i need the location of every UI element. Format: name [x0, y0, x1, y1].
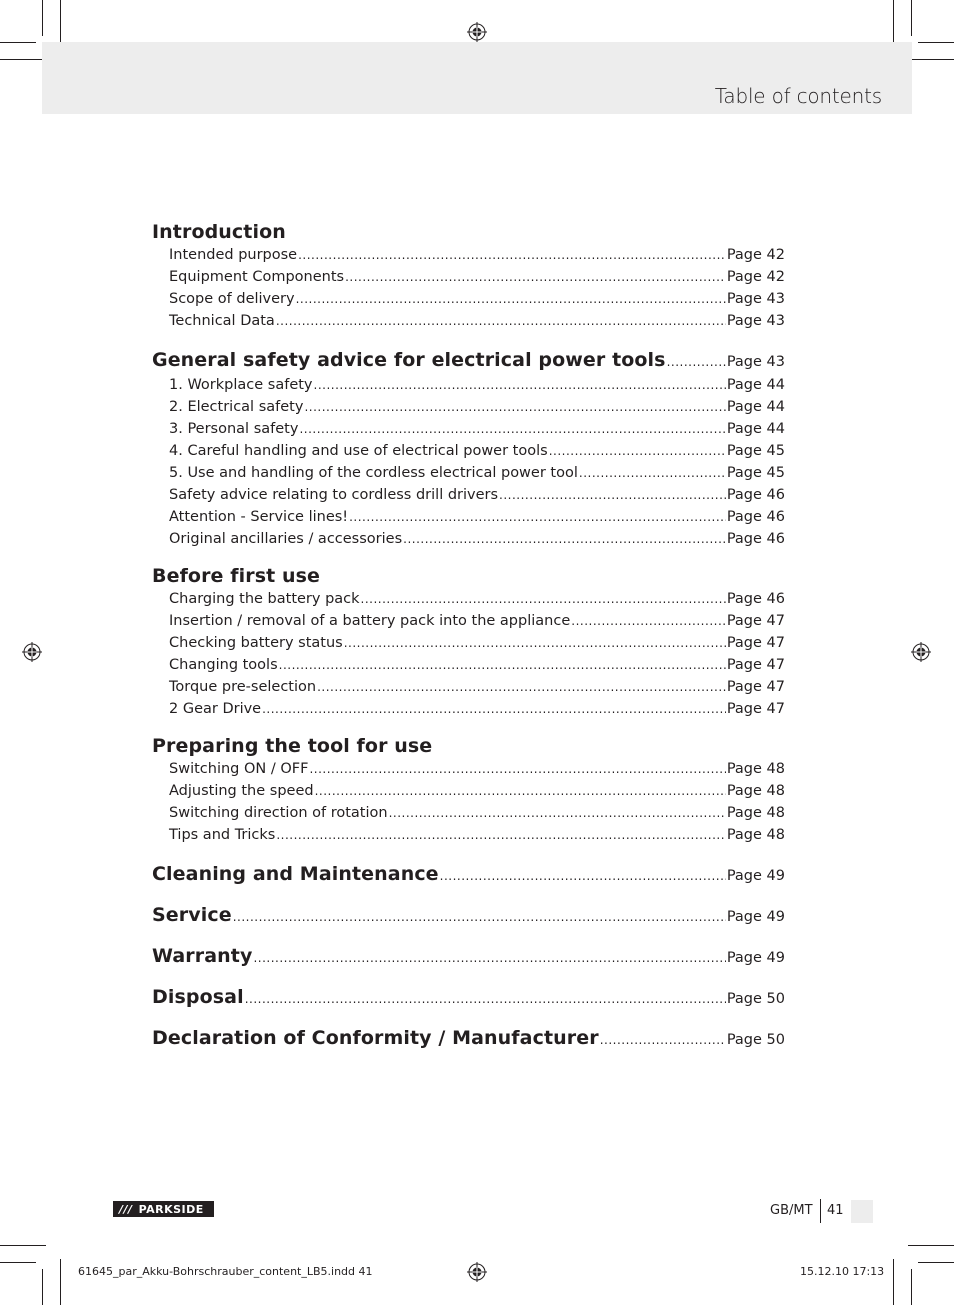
- section-gap: [152, 929, 785, 944]
- crop-mark: [908, 1245, 954, 1246]
- toc-heading-page: Page 50: [726, 991, 785, 1007]
- toc-entry-page: Page 47: [726, 613, 785, 629]
- toc-entry[interactable]: [152, 698, 785, 720]
- dot-leader: [579, 462, 726, 484]
- table-of-contents: [152, 220, 785, 1052]
- toc-entry-label: Switching ON / OFF: [169, 761, 309, 777]
- toc-entry-page: Page 47: [726, 635, 785, 651]
- toc-entry-page: Page 48: [726, 761, 785, 777]
- crop-mark: [0, 1262, 36, 1263]
- print-slug-date: 15.12.10 17:13: [800, 1265, 885, 1278]
- dot-leader: [345, 266, 726, 288]
- registration-mark-icon: [22, 642, 42, 662]
- toc-heading-label: Introduction: [152, 221, 286, 243]
- toc-entry-label: Switching direction of rotation: [169, 805, 388, 821]
- toc-entry-page: Page 46: [726, 509, 785, 525]
- toc-entry-label: 2. Electrical safety: [169, 399, 304, 415]
- toc-entry[interactable]: [152, 824, 785, 846]
- registration-mark-icon: [467, 1262, 487, 1282]
- dot-leader: [349, 506, 726, 528]
- toc-entry-page: Page 48: [726, 827, 785, 843]
- toc-heading[interactable]: [152, 1026, 785, 1052]
- dot-leader: [440, 864, 726, 888]
- toc-heading[interactable]: [152, 348, 785, 374]
- toc-entry[interactable]: [152, 418, 785, 440]
- toc-entry[interactable]: [152, 374, 785, 396]
- toc-entry-label: Safety advice relating to cordless drill drivers: [169, 487, 499, 503]
- toc-entry-page: Page 43: [726, 313, 785, 329]
- dot-leader: [571, 610, 726, 632]
- toc-entry-page: Page 48: [726, 805, 785, 821]
- toc-entry-page: Page 45: [726, 465, 785, 481]
- toc-entry-label: Changing tools: [169, 657, 278, 673]
- dot-leader: [279, 654, 726, 676]
- footer-tab-box: [851, 1200, 873, 1223]
- toc-entry-label: Charging the battery pack: [169, 591, 360, 607]
- toc-entry-page: Page 44: [726, 399, 785, 415]
- toc-entry-label: 5. Use and handling of the cordless electrical power tool: [169, 465, 578, 481]
- crop-mark: [918, 42, 954, 43]
- brand-name: PARKSIDE: [138, 1202, 204, 1216]
- toc-entry[interactable]: [152, 802, 785, 824]
- crop-mark: [911, 0, 912, 36]
- toc-entry-page: Page 43: [726, 291, 785, 307]
- toc-entry[interactable]: [152, 506, 785, 528]
- logo-slashes-icon: ///: [119, 1202, 133, 1216]
- toc-entry-label: Tips and Tricks: [169, 827, 276, 843]
- crop-mark: [0, 59, 46, 60]
- toc-entry[interactable]: [152, 266, 785, 288]
- crop-mark: [893, 0, 894, 46]
- toc-entry[interactable]: [152, 588, 785, 610]
- section-gap: [152, 550, 785, 564]
- toc-entry[interactable]: [152, 654, 785, 676]
- toc-entry-page: Page 47: [726, 679, 785, 695]
- crop-mark: [893, 1259, 894, 1305]
- toc-entry-label: 3. Personal safety: [169, 421, 299, 437]
- dot-leader: [304, 396, 725, 418]
- toc-entry-page: Page 46: [726, 531, 785, 547]
- toc-entry[interactable]: [152, 632, 785, 654]
- toc-entry[interactable]: [152, 780, 785, 802]
- crop-mark: [908, 59, 954, 60]
- toc-section: [152, 944, 785, 970]
- toc-entry-page: Page 46: [726, 591, 785, 607]
- dot-leader: [296, 288, 726, 310]
- toc-entry-label: Torque pre-selection: [169, 679, 317, 695]
- crop-mark: [918, 1262, 954, 1263]
- toc-entry-label: Checking battery status: [169, 635, 343, 651]
- section-gap: [152, 846, 785, 862]
- toc-entry[interactable]: [152, 244, 785, 266]
- toc-entry[interactable]: [152, 528, 785, 550]
- dot-leader: [233, 905, 726, 929]
- dot-leader: [299, 418, 725, 440]
- crop-mark: [60, 1259, 61, 1305]
- toc-entry-page: Page 44: [726, 421, 785, 437]
- toc-section: [152, 564, 785, 720]
- dot-leader: [276, 310, 726, 332]
- toc-section: [152, 734, 785, 846]
- toc-entry[interactable]: [152, 610, 785, 632]
- toc-heading-label: General safety advice for electrical power tools: [152, 349, 666, 371]
- dot-leader: [361, 588, 726, 610]
- toc-entry-label: Insertion / removal of a battery pack into the appliance: [169, 613, 571, 629]
- toc-entry-label: 2 Gear Drive: [169, 701, 262, 717]
- page-title: Table of contents: [714, 84, 882, 108]
- toc-entry-label: Scope of delivery: [169, 291, 295, 307]
- toc-heading-label: Declaration of Conformity / Manufacturer: [152, 1027, 599, 1049]
- toc-heading-label: Cleaning and Maintenance: [152, 863, 439, 885]
- toc-entry-page: Page 48: [726, 783, 785, 799]
- toc-entry[interactable]: [152, 396, 785, 418]
- toc-section: [152, 985, 785, 1011]
- dot-leader: [389, 802, 726, 824]
- toc-entry[interactable]: [152, 484, 785, 506]
- dot-leader: [245, 987, 726, 1011]
- toc-heading[interactable]: [152, 985, 785, 1011]
- footer-divider: [820, 1199, 821, 1223]
- dot-leader: [344, 632, 726, 654]
- toc-heading[interactable]: [152, 220, 785, 244]
- toc-heading-page: Page 49: [726, 950, 785, 966]
- section-gap: [152, 1011, 785, 1026]
- toc-entry-page: Page 42: [726, 247, 785, 263]
- toc-entry-label: Equipment Components: [169, 269, 345, 285]
- dot-leader: [314, 374, 726, 396]
- crop-mark: [0, 1245, 46, 1246]
- toc-entry[interactable]: [152, 440, 785, 462]
- section-gap: [152, 970, 785, 985]
- dot-leader: [600, 1028, 726, 1052]
- toc-entry[interactable]: [152, 758, 785, 780]
- toc-entry-label: Attention - Service lines!: [169, 509, 349, 525]
- footer-region: GB/MT: [770, 1203, 813, 1218]
- toc-section: [152, 1026, 785, 1052]
- crop-mark: [0, 42, 36, 43]
- brand-logo: [113, 1201, 214, 1217]
- toc-section: [152, 220, 785, 332]
- toc-heading-page: Page 50: [726, 1032, 785, 1048]
- toc-heading[interactable]: [152, 734, 785, 758]
- print-slug-file: 61645_par_Akku-Bohrschrauber_content_LB5.indd 41: [78, 1265, 373, 1278]
- dot-leader: [499, 484, 726, 506]
- dot-leader: [262, 698, 726, 720]
- crop-mark: [911, 1269, 912, 1305]
- dot-leader: [298, 244, 726, 266]
- toc-heading[interactable]: [152, 944, 785, 970]
- toc-heading-label: Before first use: [152, 565, 321, 587]
- toc-entry-page: Page 46: [726, 487, 785, 503]
- section-gap: [152, 720, 785, 734]
- toc-entry-page: Page 44: [726, 377, 785, 393]
- registration-mark-icon: [911, 642, 931, 662]
- toc-heading[interactable]: [152, 862, 785, 888]
- toc-entry[interactable]: [152, 676, 785, 698]
- toc-heading-label: Service: [152, 904, 232, 926]
- section-gap: [152, 332, 785, 348]
- toc-heading-label: Disposal: [152, 986, 244, 1008]
- dot-leader: [253, 946, 725, 970]
- toc-entry[interactable]: [152, 462, 785, 484]
- toc-entry-page: Page 47: [726, 701, 785, 717]
- toc-entry-label: 1. Workplace safety: [169, 377, 313, 393]
- toc-heading[interactable]: [152, 564, 785, 588]
- toc-entry-label: 4. Careful handling and use of electrical power tools: [169, 443, 548, 459]
- toc-heading[interactable]: [152, 903, 785, 929]
- registration-mark-icon: [467, 22, 487, 42]
- toc-section: [152, 903, 785, 929]
- crop-mark: [42, 1269, 43, 1305]
- toc-entry-label: Adjusting the speed: [169, 783, 314, 799]
- toc-section: [152, 862, 785, 888]
- toc-entry-label: Technical Data: [169, 313, 275, 329]
- dot-leader: [276, 824, 725, 846]
- toc-section: [152, 348, 785, 550]
- dot-leader: [403, 528, 726, 550]
- toc-entry-label: Intended purpose: [169, 247, 298, 263]
- dot-leader: [309, 758, 725, 780]
- toc-entry-page: Page 47: [726, 657, 785, 673]
- toc-heading-page: Page 43: [726, 354, 785, 370]
- toc-entry-page: Page 42: [726, 269, 785, 285]
- toc-entry[interactable]: [152, 310, 785, 332]
- toc-entry-page: Page 45: [726, 443, 785, 459]
- toc-heading-label: Warranty: [152, 945, 253, 967]
- page-number: 41: [827, 1203, 844, 1218]
- toc-entry-label: Original ancillaries / accessories: [169, 531, 403, 547]
- crop-mark: [42, 0, 43, 36]
- toc-entry[interactable]: [152, 288, 785, 310]
- toc-heading-label: Preparing the tool for use: [152, 735, 433, 757]
- dot-leader: [317, 676, 726, 698]
- section-gap: [152, 888, 785, 903]
- dot-leader: [549, 440, 726, 462]
- dot-leader: [667, 350, 726, 374]
- crop-mark: [60, 0, 61, 46]
- toc-heading-page: Page 49: [726, 909, 785, 925]
- dot-leader: [315, 780, 726, 802]
- toc-heading-page: Page 49: [726, 868, 785, 884]
